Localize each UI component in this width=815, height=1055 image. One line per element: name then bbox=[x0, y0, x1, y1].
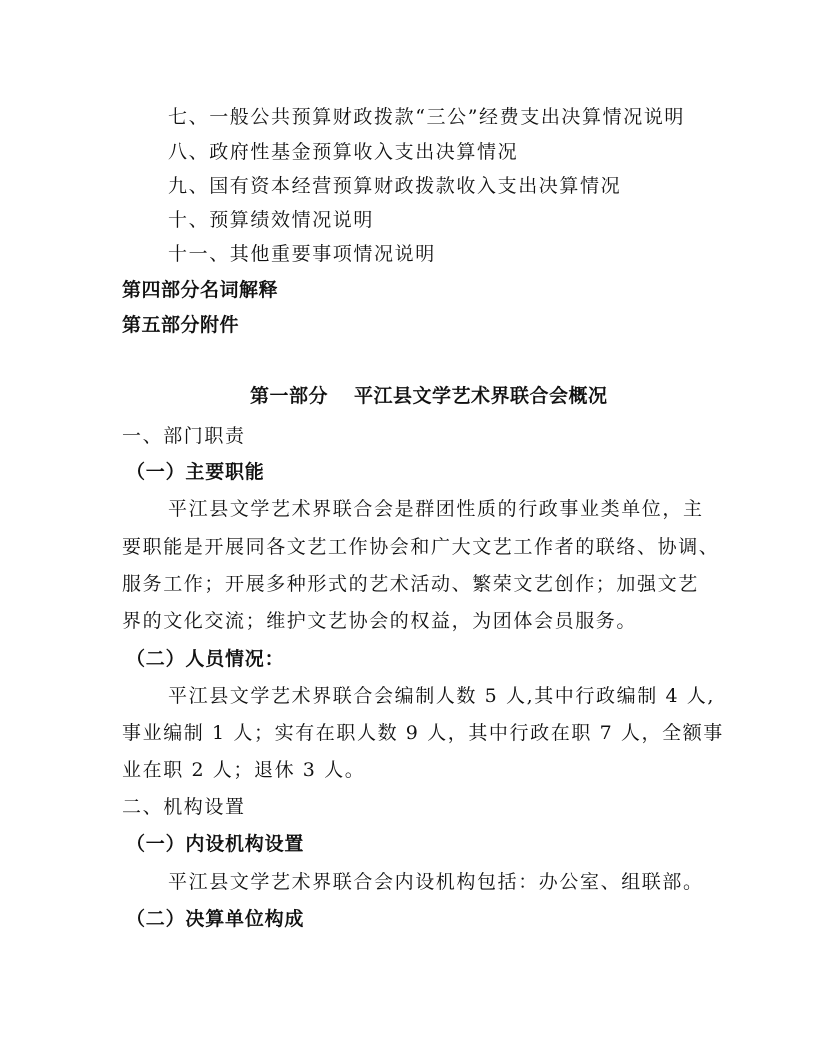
internal-org-heading: （一）内设机构设置 bbox=[126, 833, 305, 855]
units-heading: （二）决算单位构成 bbox=[126, 908, 305, 930]
section-title-part: 第一部分 bbox=[250, 385, 329, 407]
toc-item-7: 七、一般公共预算财政拨款“三公”经费支出决算情况说明 bbox=[168, 106, 686, 128]
main-functions-line: 服务工作；开展多种形式的艺术活动、繁荣文艺创作；加强文艺 bbox=[122, 573, 699, 595]
main-functions-heading: （一）主要职能 bbox=[126, 461, 265, 483]
toc-item-10: 十、预算绩效情况说明 bbox=[168, 209, 375, 231]
toc-item-9: 九、国有资本经营预算财政拨款收入支出决算情况 bbox=[168, 175, 622, 197]
internal-org-line: 平江县文学艺术界联合会内设机构包括：办公室、组联部。 bbox=[168, 871, 704, 893]
dept-duties-heading: 一、部门职责 bbox=[122, 425, 246, 447]
section-title-name: 平江县文学艺术界联合会概况 bbox=[354, 385, 608, 407]
staff-line: 平江县文学艺术界联合会编制人数 5 人,其中行政编制 4 人, bbox=[168, 685, 716, 707]
toc-item-8: 八、政府性基金预算收入支出决算情况 bbox=[168, 141, 519, 163]
part-five-heading: 第五部分附件 bbox=[122, 314, 240, 336]
staff-heading: （二）人员情况： bbox=[126, 648, 285, 670]
main-functions-line: 平江县文学艺术界联合会是群团性质的行政事业类单位，主 bbox=[168, 498, 704, 520]
section-title bbox=[250, 383, 608, 409]
part-four-heading: 第四部分名词解释 bbox=[122, 279, 279, 301]
main-functions-line: 要职能是开展同各文艺工作协会和广大文艺工作者的联络、协调、 bbox=[122, 536, 720, 558]
staff-line: 事业编制 1 人；实有在职人数 9 人，其中行政在职 7 人，全额事 bbox=[122, 722, 724, 744]
main-functions-line: 界的文化交流；维护文艺协会的权益，为团体会员服务。 bbox=[122, 610, 638, 632]
toc-item-11: 十一、其他重要事项情况说明 bbox=[168, 243, 436, 265]
org-setup-heading: 二、机构设置 bbox=[122, 796, 246, 818]
staff-line: 业在职 2 人；退休 3 人。 bbox=[122, 759, 366, 781]
